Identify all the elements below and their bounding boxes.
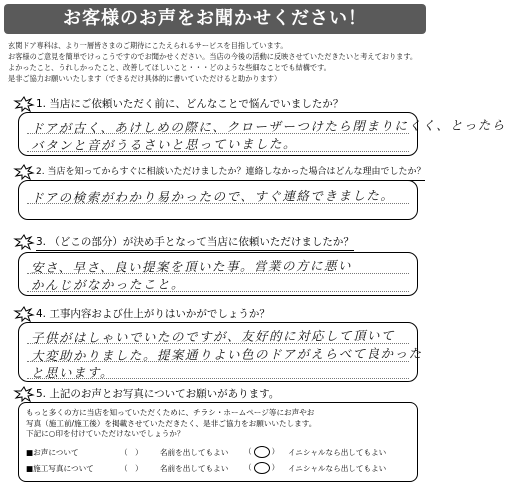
- answer-box-1: [18, 112, 506, 156]
- question-label: 4. 工事内容および仕上がりはいかがでしょうか？: [36, 306, 270, 323]
- option-checkbox[interactable]: （ ）: [244, 447, 280, 456]
- question-4: [14, 306, 270, 322]
- question-label: 2. 当店を知ってからすぐに相談いただけましたか？連絡しなかった場合はどんな理由でしたか？: [36, 164, 425, 181]
- option-initials-ok: イニシャルなら出してもよい: [288, 463, 387, 473]
- option-initials-ok: イニシャルなら出してもよい: [288, 447, 387, 457]
- answer-box-2: [18, 180, 418, 220]
- handwritten-answer-line: かんじがなかったこと。: [30, 276, 186, 293]
- question-label: 3. （どこの部分）が決め手となって当店に依頼いただけましたか？: [36, 234, 354, 251]
- circle-mark: [254, 462, 270, 474]
- circle-mark: [254, 446, 270, 458]
- option-checkbox[interactable]: （ ）: [244, 463, 280, 472]
- consent-row-voice: [26, 446, 418, 458]
- intro-text: [8, 40, 426, 84]
- option-name-ok: 名前を出してもよい: [160, 463, 229, 473]
- question-1: [14, 96, 343, 112]
- burst-icon: [14, 234, 34, 250]
- answer-box-4: [18, 322, 423, 382]
- question-label: 5. 上記のお声とお写真についてお願いがあります。: [36, 386, 279, 403]
- consent-line: 写真（施工前/施工後）を掲載させていただきたく、是非ご協力をお願いいたします。: [26, 418, 317, 428]
- handwritten-answer-line: 子供がはしゃいでいたのですが、友好的に対応して頂いて: [30, 327, 396, 346]
- intro-line: お客様のご意見を簡単でけっこうですのでお聞かせください。当店の今後の活動に反映させていただきたいと考えております。: [8, 52, 418, 61]
- burst-icon: [14, 386, 34, 402]
- page-header: [4, 4, 426, 34]
- consent-row-photo: [26, 462, 418, 474]
- question-3: [14, 234, 354, 250]
- consent-line: もっと多くの方に当店を知っていただくために、チラシ・ホームページ等にお声やお: [26, 408, 315, 417]
- intro-line: よかったこと、うれしかったこと、改善してほしいこと・・・どのような些細なことでも結構です。: [8, 63, 331, 72]
- consent-row-label: ■お声について: [26, 447, 79, 457]
- consent-line: 下記に○印を付けていただけないでしょうか？: [26, 429, 185, 438]
- burst-icon: [14, 96, 34, 112]
- option-name-ok: 名前を出してもよい: [160, 447, 229, 457]
- handwritten-answer-line: 安さ、早さ、良い提案を頂いた事。営業の方に悪い: [30, 257, 353, 276]
- handwritten-answer-line: 大変助かりました。提案通りよい色のドアがえらべて良かった: [30, 345, 423, 364]
- intro-line: 是非ご協力お願いいたします（できるだけ具体的に書いていただけると助かります）: [8, 74, 282, 83]
- handwritten-answer-line: と思います。: [30, 364, 115, 381]
- question-2: [14, 164, 425, 180]
- burst-icon: [14, 164, 34, 180]
- handwritten-answer-line: バタンと音がうるさいと思っていました。: [30, 136, 298, 153]
- intro-line: 玄関ドア専科は、より一層皆さまのご期待にこたえられるサービスを目指しています。: [8, 41, 288, 50]
- option-checkbox[interactable]: （ ）: [120, 463, 143, 473]
- burst-icon: [14, 306, 34, 322]
- handwritten-answer-line: ドアの検索がわかり易かったので、すぐ連絡できました。: [30, 187, 395, 206]
- page-title: お客様のお声をお聞かせください！: [63, 8, 367, 29]
- option-checkbox[interactable]: （ ）: [120, 447, 143, 457]
- consent-request-text: [26, 408, 316, 440]
- handwritten-answer-line: ドアが古く、あけしめの際に、クローザーつけたら閉まりにくく、とったら: [30, 117, 506, 136]
- question-5: [14, 386, 279, 402]
- consent-row-label: ■施工写真について: [26, 463, 94, 473]
- question-label: 1. 当店にご依頼いただく前に、どんなことで悩んでいましたか？: [36, 96, 343, 113]
- answer-box-3: [18, 252, 418, 296]
